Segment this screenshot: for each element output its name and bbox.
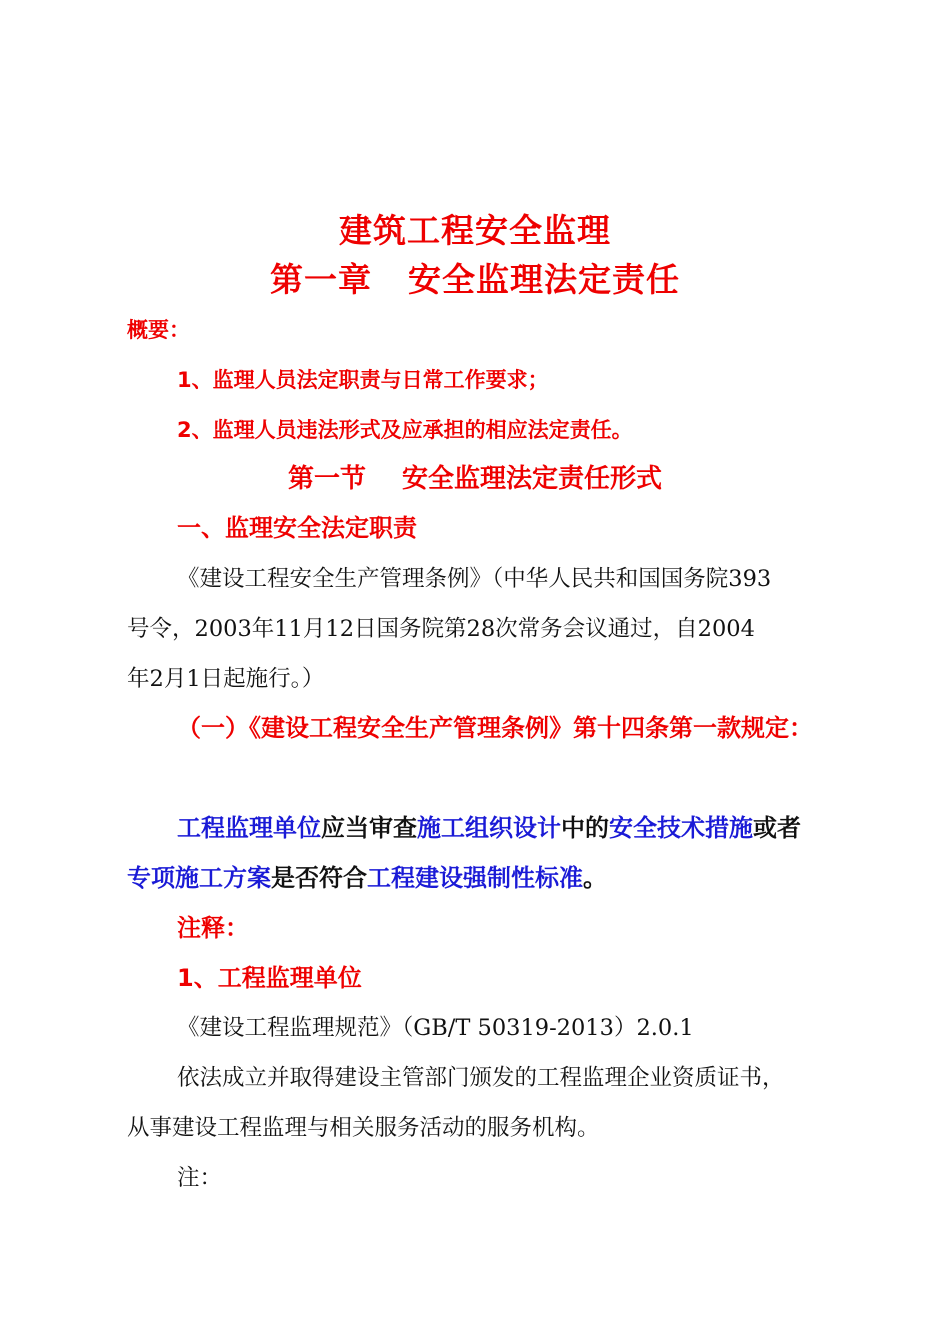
rule-line-1 [177,812,801,844]
rule-text: 。 [583,864,607,892]
section-title: 安全监理法定责任形式 [402,464,663,494]
term-mandatory-standards: 工程建设强制性标准 [367,864,583,892]
regulation-paragraph-line-3: 年2月1日起施行。） [127,666,325,692]
code-reference: 《建设工程监理规范》（GB/T 50319-2013）2.0.1 [177,1015,694,1041]
term-special-plan: 专项施工方案 [127,864,271,892]
term-safety-measures: 安全技术措施 [609,814,753,842]
rule-text: 或者 [753,814,801,842]
rule-text: 应当审查 [321,814,417,842]
section-number: 第一节 [287,464,366,494]
definition-line-2: 从事建设工程监理与相关服务活动的服务机构。 [127,1115,600,1141]
note-label: 注释： [177,914,249,942]
summary-item-2: 2、监理人员违法形式及应承担的相应法定责任。 [177,418,633,442]
heading-duties: 一、监理安全法定职责 [177,514,417,542]
chapter-title: 安全监理法定责任 [408,260,680,299]
definition-line-1: 依法成立并取得建设主管部门颁发的工程监理企业资质证书， [177,1065,785,1091]
rule-line-2 [127,862,607,894]
rule-text: 中的 [561,814,609,842]
note-item-1: 1、工程监理单位 [177,964,362,992]
term-construction-design: 施工组织设计 [417,814,561,842]
term-supervision-unit: 工程监理单位 [177,814,321,842]
summary-label: 概要： [127,318,190,342]
rule-text: 是否符合 [271,864,367,892]
chapter-number: 第一章 [270,260,372,299]
article-14-heading: （一）《建设工程安全生产管理条例》第十四条第一款规定： [177,714,813,742]
section-heading [0,462,950,496]
summary-item-1: 1、监理人员法定职责与日常工作要求； [177,368,549,392]
regulation-paragraph-line-2: 号令，2003年11月12日国务院第28次常务会议通过，自2004 [127,616,755,642]
document-title: 建筑工程安全监理 [339,211,611,250]
chapter-heading [0,260,950,300]
regulation-paragraph-line-1: 《建设工程安全生产管理条例》（中华人民共和国国务院393 [177,566,772,592]
note-short-label: 注： [177,1165,223,1191]
